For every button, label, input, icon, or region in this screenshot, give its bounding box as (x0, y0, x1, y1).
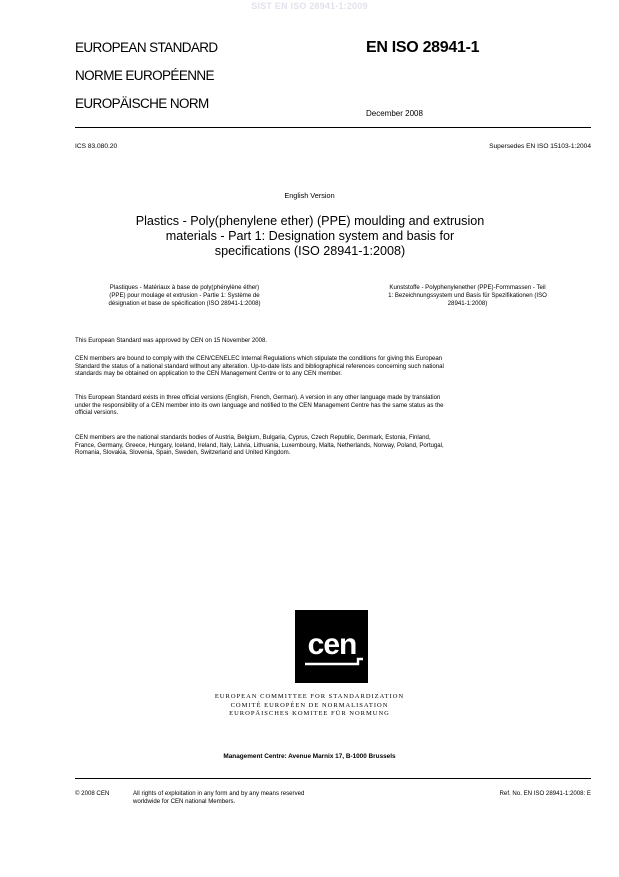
footer-divider (75, 778, 591, 779)
french-title-line: désignation et base de spécification (ISO 28941-1:2008) (108, 300, 261, 307)
french-title-line: Plastiques - Matériaux à base de poly(phénylène éther) (109, 284, 260, 291)
language-version: English Version (284, 191, 335, 200)
paragraph-line: CEN members are bound to comply with the CEN/CENELEC Internal Regulations which stipulate the conditions for giving this European (75, 355, 443, 362)
reference-number: Ref. No. EN ISO 28941-1:2008: E (499, 790, 591, 797)
paragraph-line: official versions. (75, 409, 119, 417)
publication-date: December 2008 (366, 109, 423, 118)
rights-notice (133, 790, 393, 805)
header-divider (75, 127, 591, 128)
rights-line: All rights of exploitation in any form and by any means reserved (133, 790, 305, 797)
german-title (350, 284, 585, 308)
document-title (110, 214, 510, 259)
committee-name-fr: COMITÉ EUROPÉEN DE NORMALISATION (230, 701, 389, 709)
committee-name-en: EUROPEAN COMMITTEE FOR STANDARDIZATION (214, 693, 405, 700)
versions-paragraph (75, 394, 591, 417)
ics-code: ICS 83.080.20 (75, 143, 118, 150)
paragraph-line: This European Standard exists in three official versions (English, French, German). A version in any other language made by translation (75, 394, 441, 401)
copyright: © 2008 CEN (75, 790, 110, 797)
paragraph-line: Romania, Slovakia, Slovenia, Spain, Sweden, Switzerland and United Kingdom. (75, 449, 291, 457)
members-paragraph (75, 434, 591, 457)
cen-logo-icon (295, 610, 368, 683)
german-title-line: 28941-1:2008) (447, 300, 488, 307)
french-title (67, 284, 302, 308)
committee-names (0, 693, 619, 719)
paragraph-line: France, Germany, Greece, Hungary, Iceland, Ireland, Italy, Latvia, Lithuania, Luxembourg, Malta, Netherlands, Norway, Poland, Portugal, (75, 441, 444, 449)
supersedes-note: Supersedes EN ISO 15103-1:2004 (489, 143, 591, 150)
paragraph-line: Standard the status of a national standard without any alteration. Up-to-date lists and bibliographical references concerning such national (75, 362, 444, 370)
committee-name-de: EUROPÄISCHES KOMITEE FÜR NORMUNG (229, 710, 390, 717)
watermark: SIST EN ISO 28941-1:2009 (251, 1, 368, 11)
standard-label-de: EUROPÄISCHE NORM (75, 96, 209, 111)
paragraph-line: standards may be obtained on application to the CEN Management Centre or to any CEN member. (75, 370, 342, 378)
title-line: materials - Part 1: Designation system and basis for (165, 229, 455, 243)
french-title-line: (PPE) pour moulage et extrusion - Partie 1: Système de (109, 292, 260, 299)
compliance-paragraph (75, 355, 591, 378)
paragraph-line: under the responsibility of a CEN member into its own language and notified to the CEN Management Centre has the same status as the (75, 401, 444, 409)
management-centre: Management Centre: Avenue Marnix 17, B-1000 Brussels (223, 753, 396, 760)
standard-label-en: EUROPEAN STANDARD (75, 40, 218, 55)
german-title-line: Kunststoffe - Polyphenylenether (PPE)-Formmassen - Teil (389, 284, 546, 291)
german-title-line: 1: Bezeichnungssystem und Basis für Spezifikationen (ISO (388, 292, 547, 299)
title-line: Plastics - Poly(phenylene ether) (PPE) moulding and extrusion (135, 214, 485, 228)
title-line: specifications (ISO 28941-1:2008) (214, 244, 406, 258)
document-number: EN ISO 28941-1 (366, 39, 480, 56)
cen-logo (295, 610, 368, 683)
paragraph-line: CEN members are the national standards bodies of Austria, Belgium, Bulgaria, Cyprus, Czech Republic, Denmark, Estonia, Finland, (75, 434, 431, 441)
cen-logo-text: cen (307, 628, 357, 661)
approval-paragraph: This European Standard was approved by CEN on 15 November 2008. (75, 337, 268, 344)
standard-label-fr: NORME EUROPÉENNE (75, 68, 214, 83)
rights-line: worldwide for CEN national Members. (133, 797, 236, 805)
